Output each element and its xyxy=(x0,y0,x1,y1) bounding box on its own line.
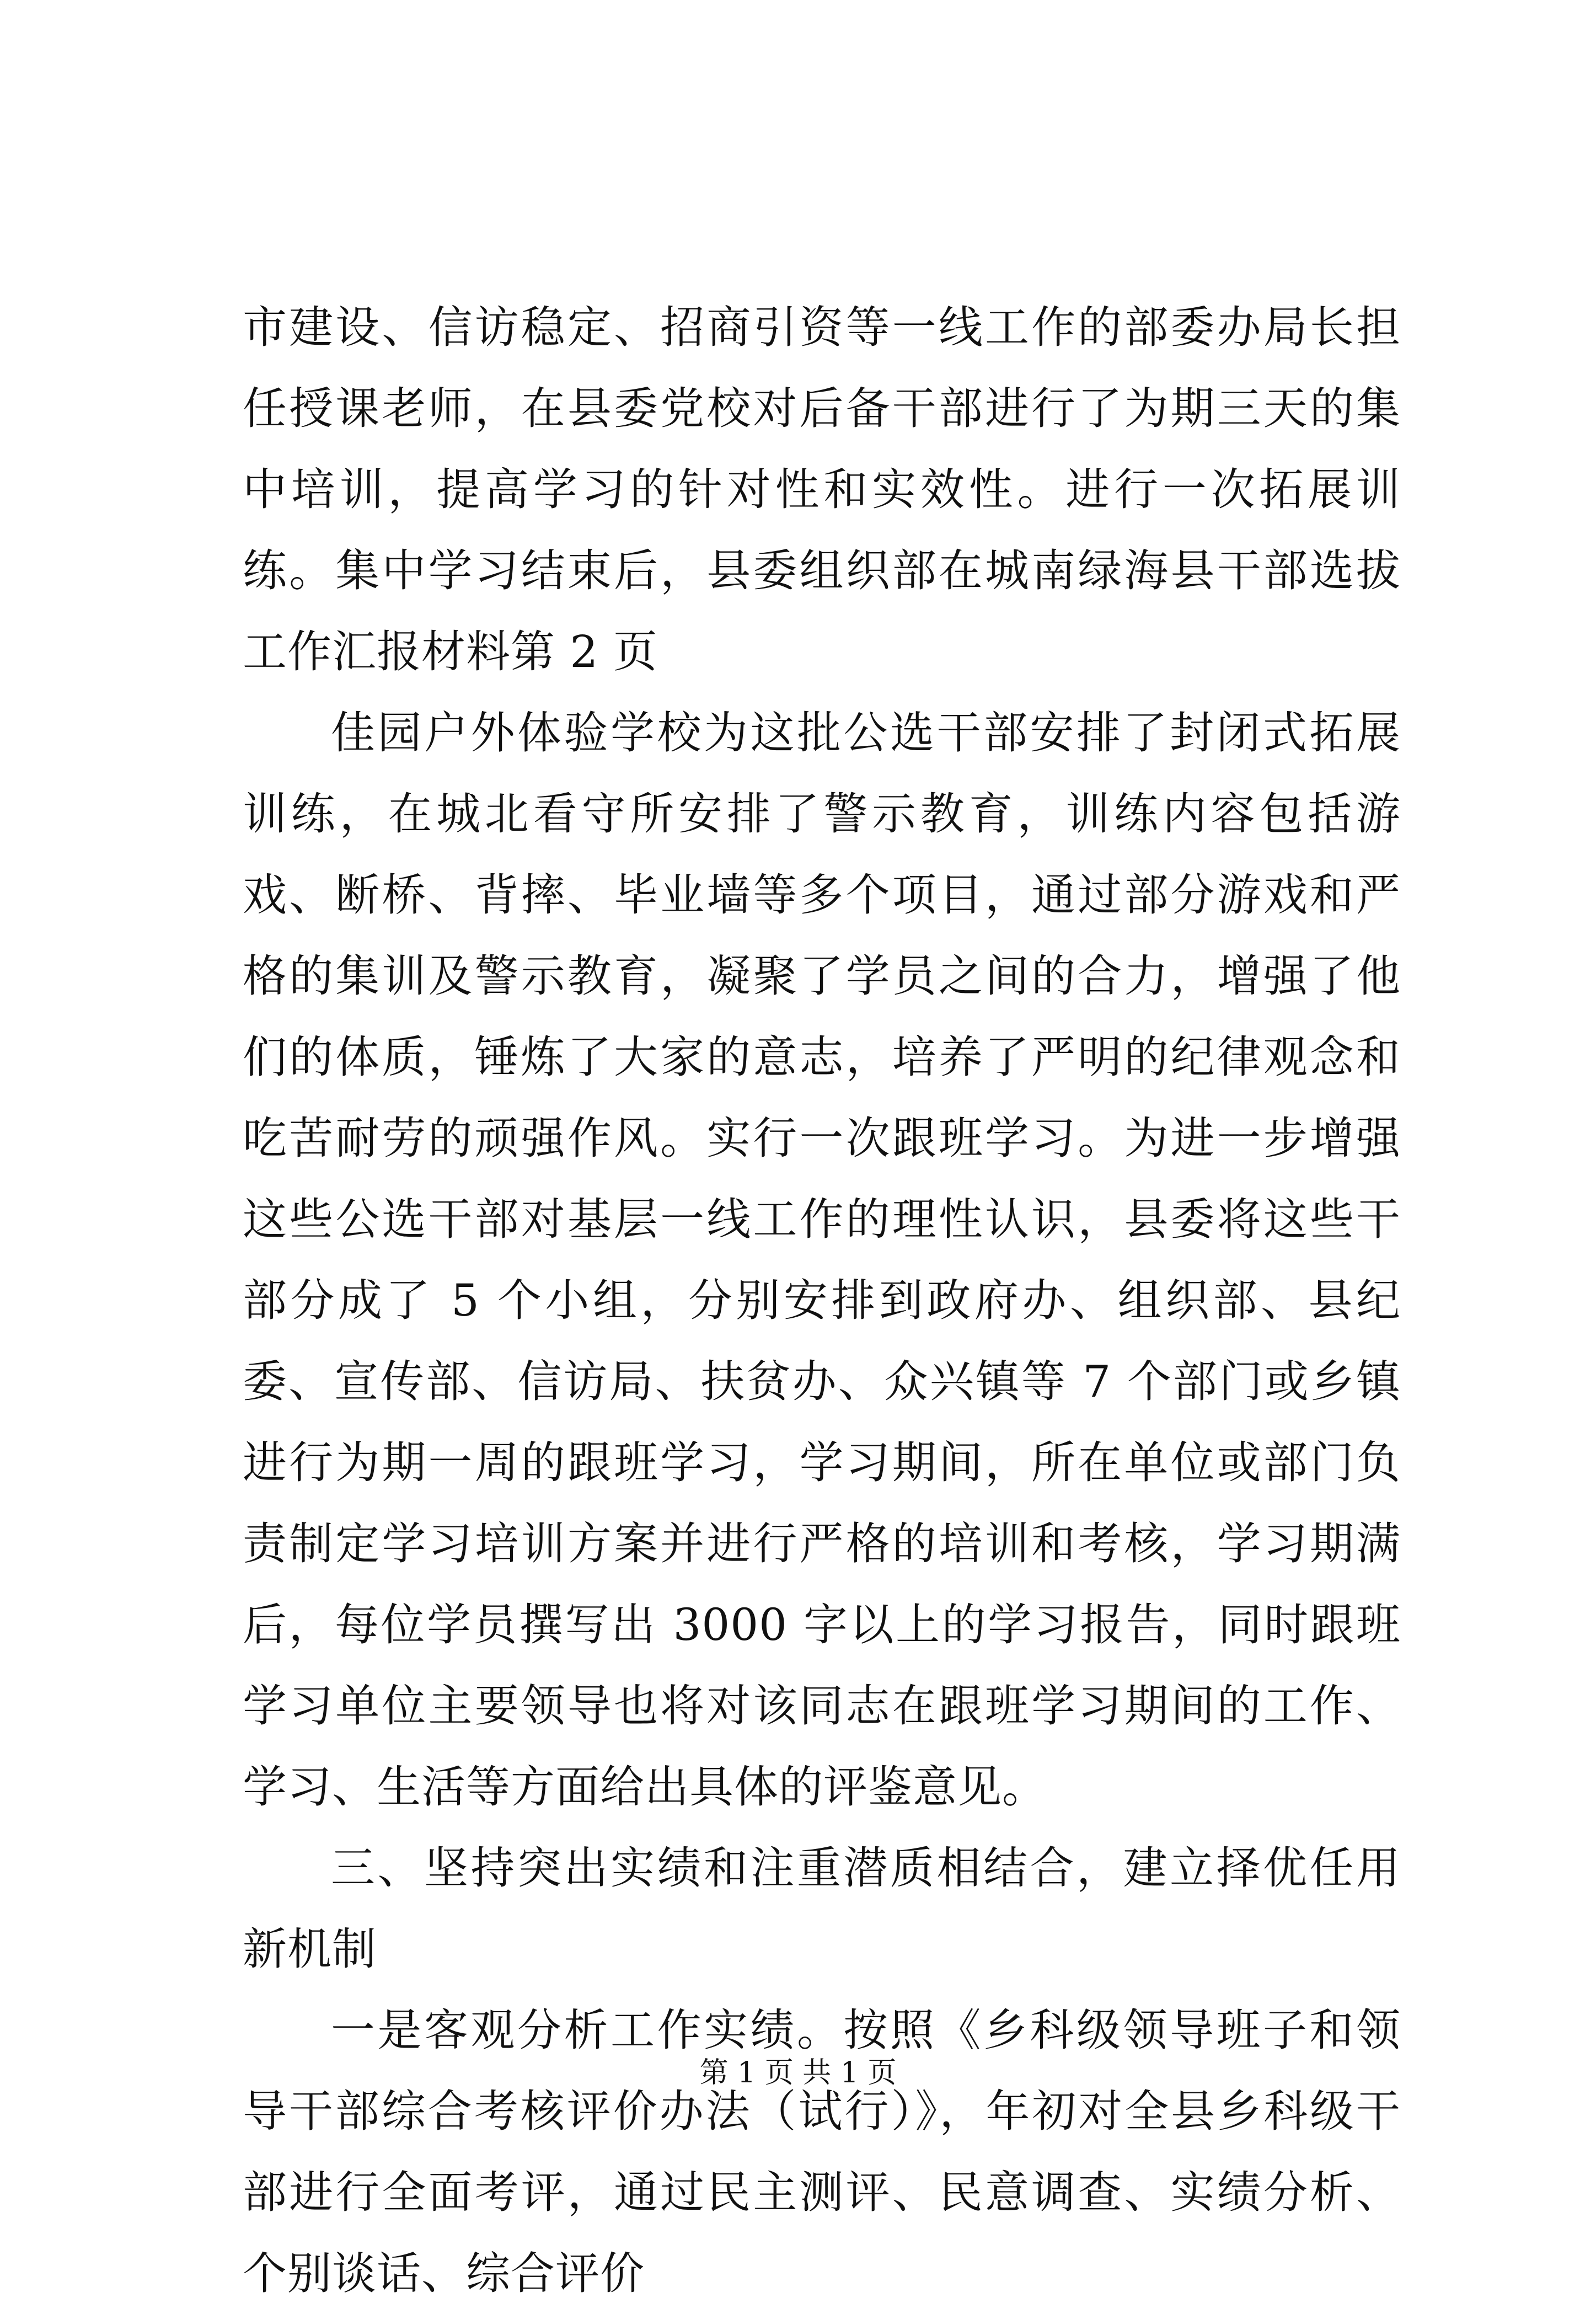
paragraph-continuation: 市建设、信访稳定、招商引资等一线工作的部委办局长担任授课老师，在县委党校对后备干部进行了为期三天的集中培训，提高学习的针对性和实效性。进行一次拓展训练。集中学习结束后，县委组织部在城南绿海县干部选拔工作汇报材料第 2 页 xyxy=(243,302,1401,677)
paragraph-training: 佳园户外体验学校为这批公选干部安排了封闭式拓展训练，在城北看守所安排了警示教育，训练内容包括游戏、断桥、背摔、毕业墙等多个项目，通过部分游戏和严格的集训及警示教育，凝聚了学员之间的合力，增强了他们的体质，锤炼了大家的意志，培养了严明的纪律观念和吃苦耐劳的顽强作风。实行一次跟班学习。为进一步增强这些公选干部对基层一线工作的理性认识，县委将这些干部分成了 5 个小组，分别安排到政府办、组织部、县纪委、宣传部、信访局、扶贫办、众兴镇等 7 个部门或乡镇进行为期一周的跟班学习，学习期间，所在单位或部门负责制定学习培训方案并进行严格的培训和考核，学习期满后，每位学员撰写出 3000 字以上的学习报告，同时跟班学习单位主要领导也将对该同志在跟班学习期间的工作、学习、生活等方面给出具体的评鉴意见。 xyxy=(243,707,1401,1813)
document-body xyxy=(243,287,1401,2314)
paragraph-performance: 一是客观分析工作实绩。按照《乡科级领导班子和领导干部综合考核评价办法（试行）》，年初对全县乡科级干部进行全面考评，通过民主测评、民意调查、实绩分析、个别谈话、综合评价 xyxy=(243,2005,1401,2299)
page-footer: 第 1 页 共 1 页 xyxy=(699,2056,897,2089)
section-heading: 三、坚持突出实绩和注重潜质相结合，建立择优任用新机制 xyxy=(243,1842,1401,1975)
